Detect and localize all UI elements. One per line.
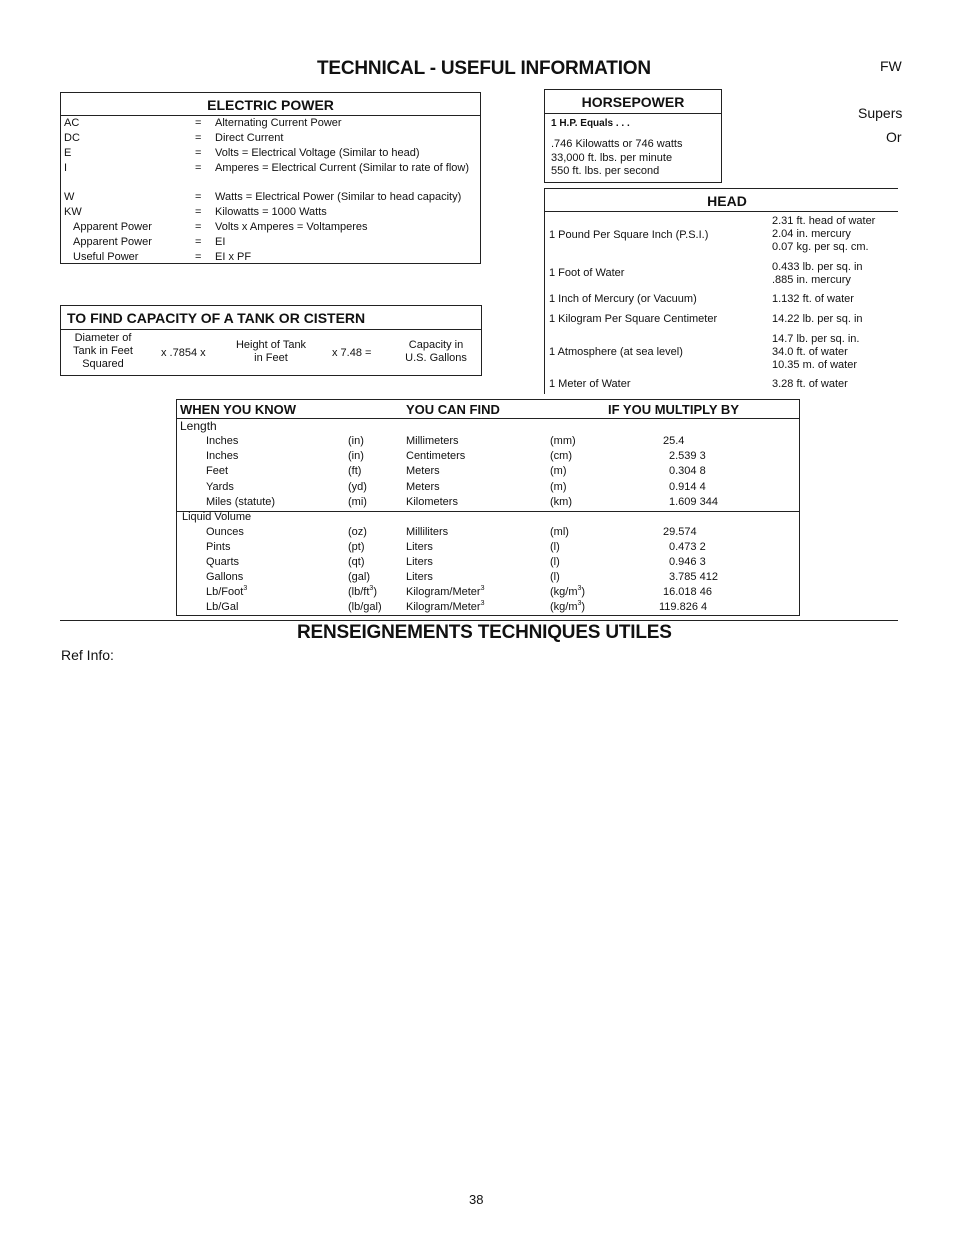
ep-desc: EI x PF (215, 251, 252, 263)
cv-know: Gallons (206, 571, 244, 583)
cv-find-abbr: (km) (550, 496, 572, 508)
section-divider (60, 620, 898, 621)
cv-find: Meters (406, 465, 440, 477)
ep-eq: = (195, 147, 202, 159)
cv-know-abbr: (mi) (348, 496, 367, 508)
head-unit: 1 Inch of Mercury (or Vacuum) (549, 293, 697, 305)
tank-mult-1: x .7854 x (161, 347, 206, 359)
cv-multiplier: 29.574 (663, 526, 697, 538)
ep-abbr: I (64, 162, 68, 174)
cv-know-abbr: (lb/gal) (348, 601, 382, 613)
cv-multiplier: 0.914 4 (669, 481, 706, 493)
tank-diameter: Diameter of Tank in Feet Squared (73, 332, 133, 370)
cv-multiplier: 2.539 3 (669, 450, 706, 462)
cv-find-abbr: (m) (550, 481, 567, 493)
ep-abbr: Apparent Power (73, 221, 152, 233)
head-value: 2.04 in. mercury (772, 228, 851, 240)
header-when-you-know: WHEN YOU KNOW (180, 402, 297, 417)
cv-multiplier: 3.785 412 (669, 571, 718, 583)
head-unit: 1 Kilogram Per Square Centimeter (549, 313, 718, 325)
section-liquid-volume: Liquid Volume (182, 511, 252, 523)
superscript-3: 3 (480, 585, 485, 592)
cv-find-abbr: (m) (550, 465, 567, 477)
head-value: 10.35 m. of water (772, 359, 857, 371)
cv-know-abbr: (pt) (348, 541, 365, 553)
ep-eq: = (195, 236, 202, 248)
cv-multiplier: 1.609 344 (669, 496, 718, 508)
head-value: 34.0 ft. of water (772, 346, 848, 358)
cv-find-abbr: (cm) (550, 450, 572, 462)
cv-multiplier: 0.946 3 (669, 556, 706, 568)
head-value: 1.132 ft. of water (772, 293, 854, 305)
ep-abbr: DC (64, 132, 80, 144)
cv-know-abbr: (gal) (348, 571, 371, 583)
cut-text-or: Or (886, 129, 902, 145)
ep-abbr: E (64, 147, 72, 159)
head-value: 0.433 lb. per sq. in (772, 261, 863, 273)
close-paren: ) (581, 601, 586, 613)
head-table (544, 188, 898, 394)
hp-line: 33,000 ft. lbs. per minute (551, 151, 673, 164)
tank-height: Height of Tank in Feet (235, 339, 307, 364)
cv-know: Inches (206, 450, 239, 462)
ep-desc: Amperes = Electrical Current (Similar to rate of flow) (215, 162, 469, 174)
cv-find-abbr: (l) (550, 556, 560, 568)
cv-know: Miles (statute) (206, 496, 276, 508)
cv-find: Centimeters (406, 450, 466, 462)
cv-know-abbr: (in) (348, 450, 364, 462)
ep-eq: = (195, 162, 202, 174)
cv-find: Milliliters (406, 526, 449, 538)
close-paren: ) (373, 586, 377, 598)
cv-find (406, 585, 484, 600)
french-title: RENSEIGNEMENTS TECHNIQUES UTILES (297, 622, 672, 643)
section-length: Length (180, 419, 217, 433)
ep-eq: = (195, 206, 202, 218)
cut-text-supers: Supers (858, 105, 903, 121)
tank-capacity-box (60, 305, 482, 376)
hp-equals: 1 H.P. Equals . . . (551, 118, 630, 129)
ep-desc: Direct Current (215, 132, 284, 144)
ep-abbr: W (64, 191, 75, 203)
cv-find-abbr (550, 585, 585, 600)
cv-know: Ounces (206, 526, 244, 538)
superscript-3: 3 (480, 600, 485, 607)
ep-desc: Volts = Electrical Voltage (Similar to head) (215, 147, 420, 159)
cv-know-abbr: (yd) (348, 481, 367, 493)
cv-find-abbr: (l) (550, 541, 560, 553)
ep-eq: = (195, 132, 202, 144)
cv-find-abbr: (mm) (550, 435, 576, 447)
cv-know-text: Lb/Foot (206, 586, 244, 598)
ep-abbr: AC (64, 117, 80, 129)
cv-find: Liters (406, 541, 433, 553)
electric-power-table (60, 92, 481, 264)
cv-find-text: Kilogram/Meter (406, 601, 481, 613)
cv-know: Quarts (206, 556, 240, 568)
hp-line: .746 Kilowatts or 746 watts (551, 138, 683, 150)
head-unit: 1 Atmosphere (at sea level) (549, 346, 683, 358)
head-value: 3.28 ft. of water (772, 378, 848, 390)
conversion-table (176, 399, 800, 616)
head-value: 14.7 lb. per sq. in. (772, 333, 860, 345)
head-unit: 1 Foot of Water (549, 267, 625, 279)
head-values (772, 261, 863, 287)
horsepower-box (544, 89, 722, 183)
tank-title: TO FIND CAPACITY OF A TANK OR CISTERN (67, 310, 366, 326)
ep-desc: EI (215, 236, 226, 248)
ep-eq: = (195, 117, 202, 129)
head-value: 14.22 lb. per sq. in (772, 313, 863, 325)
hp-line: 550 ft. lbs. per second (551, 165, 660, 177)
header-if-you-multiply-by: IF YOU MULTIPLY BY (608, 402, 739, 417)
cv-multiplier: 16.018 46 (663, 586, 712, 598)
cv-know: Feet (206, 465, 229, 477)
tank-capacity: Capacity in U.S. Gallons (405, 339, 467, 364)
hp-values (551, 138, 682, 179)
cv-find-abbr-text: (kg/m (550, 601, 578, 613)
cv-find-abbr: (ml) (550, 526, 569, 538)
head-title: HEAD (707, 193, 747, 209)
head-unit: 1 Meter of Water (549, 378, 631, 390)
head-values (772, 333, 859, 372)
ep-desc: Kilowatts = 1000 Watts (215, 206, 327, 218)
superscript-3: 3 (577, 600, 582, 607)
cv-multiplier: 25.4 (663, 435, 685, 447)
cv-multiplier: 0.304 8 (669, 465, 706, 477)
head-values (772, 215, 875, 254)
cv-know-abbr-text: (lb/ft (348, 586, 370, 598)
ep-desc: Alternating Current Power (215, 117, 342, 129)
cv-find (406, 600, 484, 615)
cv-find: Liters (406, 556, 433, 568)
cv-know-abbr: (in) (348, 435, 364, 447)
superscript-3: 3 (369, 585, 374, 592)
cv-find: Millimeters (406, 435, 459, 447)
ref-info-label: Ref Info: (61, 647, 114, 663)
close-paren: ) (581, 586, 586, 598)
cv-find: Liters (406, 571, 433, 583)
cv-know: Lb/Gal (206, 601, 239, 613)
ep-eq: = (195, 191, 202, 203)
cv-know: Pints (206, 541, 231, 553)
superscript-3: 3 (243, 585, 248, 592)
horsepower-title: HORSEPOWER (581, 94, 685, 110)
cv-find-abbr: (l) (550, 571, 560, 583)
ep-abbr: Useful Power (73, 251, 139, 263)
page-title: TECHNICAL - USEFUL INFORMATION (317, 58, 651, 79)
cv-find: Kilometers (406, 496, 458, 508)
page-number: 38 (469, 1192, 484, 1207)
superscript-3: 3 (577, 585, 582, 592)
cv-find: Meters (406, 481, 440, 493)
cv-multiplier: 119.826 4 (659, 601, 708, 613)
ep-desc: Volts x Amperes = Voltamperes (215, 221, 368, 233)
ep-eq: = (195, 221, 202, 233)
head-unit: 1 Pound Per Square Inch (P.S.I.) (549, 229, 709, 241)
cv-know-abbr: (ft) (348, 465, 362, 477)
cv-find-abbr-text: (kg/m (550, 586, 578, 598)
cv-know-abbr: (qt) (348, 556, 365, 568)
electric-power-title: ELECTRIC POWER (207, 97, 334, 113)
cv-find-text: Kilogram/Meter (406, 586, 481, 598)
head-value: 2.31 ft. head of water (772, 215, 876, 227)
cv-know-abbr: (oz) (348, 526, 367, 538)
cv-know-abbr (348, 585, 377, 600)
cv-know (206, 585, 247, 600)
head-value: 0.07 kg. per sq. cm. (772, 241, 869, 253)
ep-desc: Watts = Electrical Power (Similar to head capacity) (215, 191, 462, 203)
header-you-can-find: YOU CAN FIND (406, 402, 500, 417)
cv-multiplier: 0.473 2 (669, 541, 706, 553)
cv-find-abbr (550, 600, 585, 615)
cv-know: Yards (206, 481, 234, 493)
tank-mult-2: x 7.48 = (332, 347, 372, 359)
head-value: .885 in. mercury (772, 274, 851, 286)
cv-know: Inches (206, 435, 239, 447)
ep-eq: = (195, 251, 202, 263)
ep-abbr: Apparent Power (73, 236, 152, 248)
cut-text-fw: FW (880, 58, 902, 74)
ep-abbr: KW (64, 206, 82, 218)
